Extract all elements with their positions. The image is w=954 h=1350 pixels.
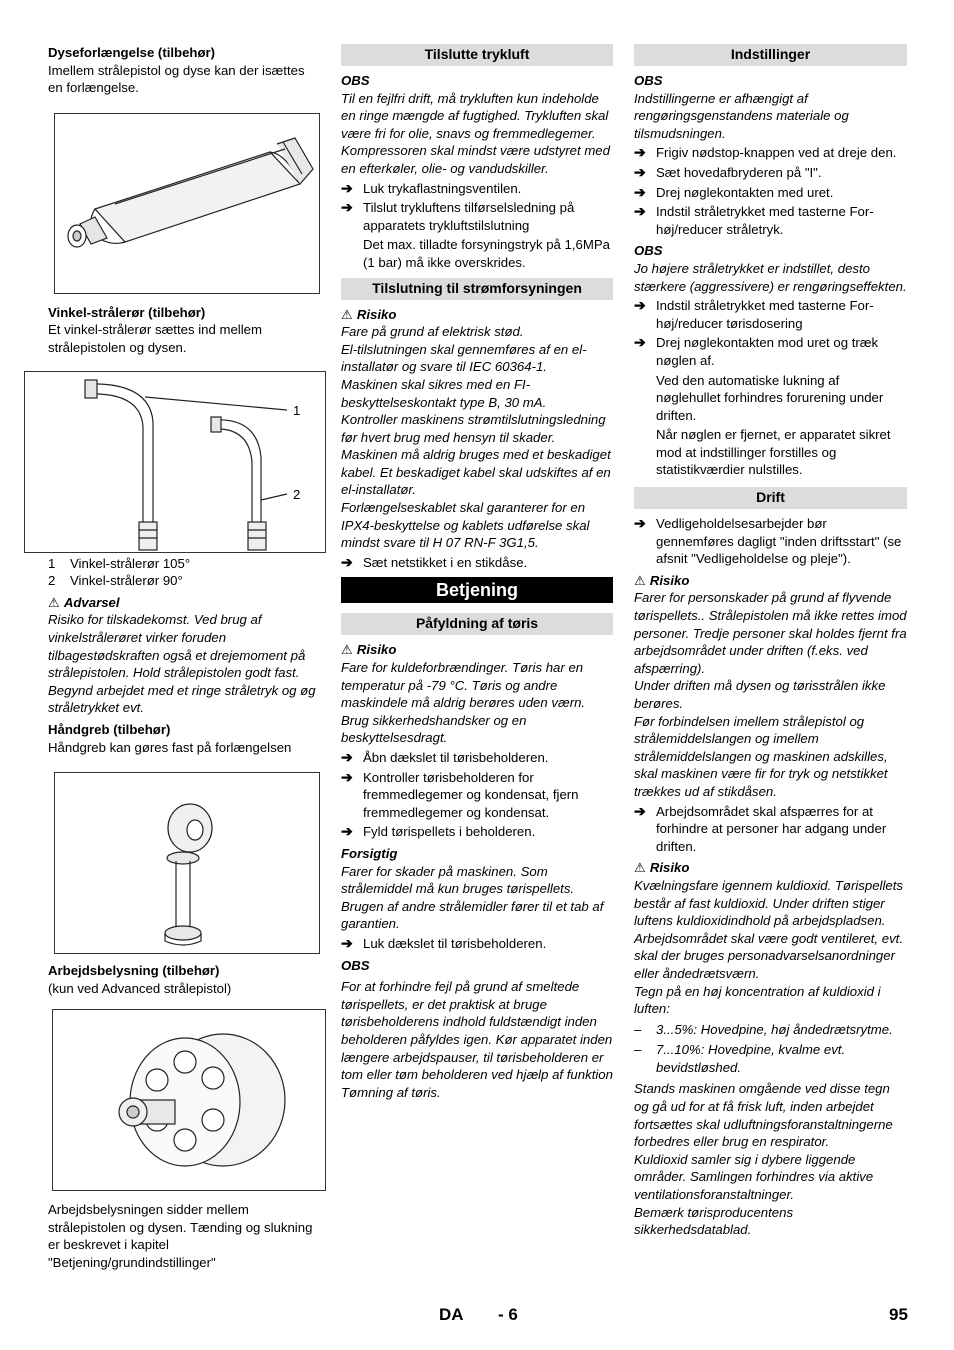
- heading-work-light: Arbejdsbelysning (tilbehør): [48, 963, 220, 979]
- fill-step: ➔ Luk dækslet til tørisbeholderen.: [341, 934, 547, 951]
- section-operation: Drift: [634, 487, 907, 509]
- fill-caution-text: Farer for skader på maskinen. Som strålemiddel må kun bruges tørispellets. Brugen af andre strålemidler fører til et tab af garantien.: [341, 863, 604, 932]
- risk-heading: ⚠ Risiko: [341, 642, 397, 658]
- text-handle: Håndgreb kan gøres fast på forlængelsen: [48, 739, 292, 755]
- settings-note-2: Jo højere stråletrykket er indstillet, desto stærkere (aggressivere) er rengøringseffekten.: [634, 260, 907, 294]
- arrow-icon: ➔: [634, 163, 646, 180]
- fill-step: ➔ Fyld tørispellets i beholderen.: [341, 823, 536, 840]
- dash-item: – 7...10%: Hovedpine, kvalme evt. bevidstløshed.: [634, 1042, 846, 1075]
- angle-tubes-illustration: [25, 372, 325, 552]
- arrow-icon: ➔: [341, 934, 353, 951]
- section-fill-dry-ice: Påfyldning af tøris: [341, 613, 613, 635]
- note-heading: OBS: [341, 957, 370, 973]
- dash-item: – 3...5%: Hovedpine, høj åndedrætsrytme.: [634, 1021, 893, 1037]
- settings-step: ➔ Indstil stråletrykket med tasterne For-høj/reducer stråletryk.: [634, 203, 874, 237]
- figure-work-light: [52, 1009, 326, 1191]
- figure-label-2: 2: [293, 486, 301, 502]
- fill-step: ➔ Åbn dækslet til tørisbeholderen.: [341, 749, 549, 765]
- heading-angle-tube: Vinkel-strålerør (tilbehør): [48, 304, 206, 320]
- note-heading: OBS: [634, 243, 663, 259]
- handle-illustration: [55, 773, 319, 953]
- drift-step: ➔ Vedligeholdelsesarbejder bør gennemføres dagligt "inden driftsstart" (se afsnit "Vedligeholdelse og pleje").: [634, 515, 902, 567]
- power-step: ➔ Sæt netstikket i en stikdåse.: [341, 553, 528, 570]
- warning-heading: ⚠ Advarsel: [48, 594, 120, 610]
- air-note-1: Til en fejlfri drift, må trykluften kun indeholde en ringe mængde af fugtighed. Trykluften skal være fri for olie, snavs og fremmedlegemer.: [341, 90, 609, 141]
- settings-step: ➔ Indstil stråletrykket med tasterne For-høj/reducer tørisdosering: [634, 297, 874, 331]
- warning-icon: ⚠: [341, 306, 353, 322]
- arrow-icon: ➔: [634, 802, 646, 819]
- figure-label-1: 1: [293, 402, 301, 418]
- arrow-icon: ➔: [341, 749, 353, 765]
- caution-heading: Forsigtig: [341, 845, 398, 861]
- drift-risk-text: Kuldioxid samler sig i dybere liggende områder. Samlingen forhindres via aktive ventilationsforanstaltninger.: [634, 1151, 874, 1203]
- arrow-icon: ➔: [634, 203, 646, 220]
- fill-note-text: For at forhindre fejl på grund af smeltede tørispellets, er det praktisk at bruge tørisbeholderens indhold fuldstændigt inden beholderen påfyldes igen. Kør apparatet inden længere arbejdspauser, til tørisbeholderen er tom eller tøm beholderen ved hjælp af funktion Tømning af tøris.: [341, 979, 613, 1100]
- power-risk-text: Maskinen skal sikres med en FI-beskyttelseskontakt type B, 30 mA.: [341, 376, 547, 410]
- arrow-icon: ➔: [634, 183, 646, 200]
- arrow-icon: ➔: [634, 144, 646, 161]
- settings-indent: Ved den automatiske lukning af nøglehullet forhindres forurening under driften.: [656, 372, 884, 423]
- footer-page-number: 95: [889, 1305, 908, 1324]
- note-heading: OBS: [341, 73, 370, 88]
- settings-step: ➔ Frigiv nødstop-knappen ved at dreje den.: [634, 144, 897, 161]
- text-nozzle-extension: Imellem strålepistol og dyse kan der isættes en forlængelse.: [48, 62, 305, 96]
- drift-risk-text: Under driften må dysen og tørisstrålen ikke berøres.: [634, 678, 886, 711]
- heading-nozzle-extension: Dyseforlængelse (tilbehør): [48, 45, 216, 60]
- power-risk-text: Forlængelseskablet skal garanterer for en IPX4-beskyttelse og kablets udførelse skal mindst svare til H 07 RN-F 3G1,5.: [341, 500, 590, 551]
- text-work-light-sub: (kun ved Advanced strålepistol): [48, 980, 232, 996]
- drift-step: ➔ Arbejdsområdet skal afspærres for at forhindre at personer har adgang under driften.: [634, 802, 887, 854]
- column-right: [634, 44, 907, 1239]
- legend-item: 1 Vinkel-strålerør 105°: [48, 555, 191, 571]
- power-risk-text: Fare på grund af elektrisk stød.: [341, 324, 524, 340]
- figure-handle: [54, 772, 320, 954]
- air-indent: Det max. tilladte forsyningstryk på 1,6MPa (1 bar) må ikke overskrides.: [363, 237, 611, 270]
- air-step: ➔ Luk trykaflastningsventilen.: [341, 179, 522, 196]
- warning-icon: ⚠: [634, 860, 646, 876]
- arrow-icon: ➔: [634, 297, 646, 314]
- section-power-supply: Tilslutning til strømforsyningen: [341, 278, 613, 300]
- fill-step: ➔ Kontroller tørisbeholderen for fremmedlegemer og kondensat, fjern fremmedlegemer og kondensat.: [341, 768, 579, 820]
- fill-risk-text: Fare for kuldeforbrændinger. Tøris har en temperatur på -79 °C. Tøris og andre maskindele må aldrig berøres uden værn. Brug sikkerhedshandsker og en beskyttelsesdragt.: [341, 660, 586, 746]
- arrow-icon: ➔: [341, 768, 353, 785]
- warning-icon: ⚠: [634, 572, 646, 588]
- settings-step: ➔ Sæt hovedafbryderen på "I".: [634, 163, 822, 180]
- risk-heading: ⚠ Risiko: [341, 306, 397, 322]
- settings-step: ➔ Drej nøglekontakten mod uret og træk nøglen af.: [634, 334, 879, 368]
- power-risk-text: El-tilslutningen skal gennemføres af en el-installatør og svare til IEC 60364-1.: [341, 341, 587, 375]
- drift-risk-text: Bemærk tørisproducentens sikkerhedsdatablad.: [634, 1204, 794, 1238]
- section-compressed-air: Tilslutte trykluft: [341, 44, 613, 66]
- warning-text: Risiko for tilskadekomst. Ved brug af vinkelstrålerøret virker foruden tilbagestødskraften også et drejemoment på strålepistolen. Hold strålepistolen godt fast. Begynd arbejdet med et ringe stråletryk og øg stråletrykket evt.: [48, 612, 316, 716]
- chapter-operation: Betjening: [341, 577, 613, 603]
- figure-angle-tubes: [24, 371, 326, 553]
- risk-heading: ⚠ Risiko: [634, 860, 690, 876]
- text-work-light: Arbejdsbelysningen sidder mellem strålepistolen og dysen. Tænding og slukning er beskrevet i kapitel "Betjening/grundindstillinger": [48, 1202, 313, 1271]
- text-angle-tube: Et vinkel-strålerør sættes ind mellem strålepistolen og dysen.: [48, 322, 262, 355]
- settings-indent: Når nøglen er fjernet, er apparatet sikret mod at indstillinger forstilles og statistikværdier nulstilles.: [656, 427, 891, 478]
- drift-risk-text: Tegn på en høj koncentration af kuldioxid i luften:: [634, 983, 881, 1017]
- arrow-icon: ➔: [341, 199, 353, 216]
- settings-note-1: Indstillingerne er afhængigt af rengøringsgenstandens materiale og tilsmudsningen.: [634, 90, 849, 141]
- settings-step: ➔ Drej nøglekontakten med uret.: [634, 183, 834, 200]
- arrow-icon: ➔: [634, 515, 646, 532]
- note-heading: OBS: [634, 73, 663, 88]
- warning-icon: ⚠: [48, 594, 60, 610]
- figure-nozzle-extension: [54, 113, 320, 294]
- warning-icon: ⚠: [341, 642, 353, 658]
- heading-handle: Håndgreb (tilbehør): [48, 721, 171, 737]
- drift-risk-text: Farer for personskader på grund af flyvende tørispellets.. Strålepistolen må ikke rettes imod personer. Tredje personer skal holdes fjernt fra arbejdsområdet under driften (f.eks. ved afspærring).: [634, 590, 907, 676]
- power-risk-text: Kontroller maskinens strømtilslutningsledning før hvert brug med hensyn til skader. Maskinen må aldrig bruges med et beskadiget kabel. Et beskadiget kabel skal udskiftes af en el-installatør.: [341, 412, 611, 498]
- air-note-2: Kompressoren skal mindst være udstyret med en efterkøler, olie- og vandudskiller.: [341, 143, 610, 176]
- drift-risk-text: Stands maskinen omgående ved disse tegn og gå ud for at få frisk luft, inden arbejdet fortsættes skal udluftningsforanstaltningerne forbedres eller brug en respirator.: [634, 1081, 893, 1150]
- extension-illustration: [55, 114, 319, 293]
- column-middle: [341, 44, 613, 1101]
- section-settings: Indstillinger: [634, 44, 907, 66]
- footer-local-page: - 6: [498, 1305, 518, 1324]
- work-light-illustration: [53, 1010, 325, 1190]
- arrow-icon: ➔: [341, 553, 353, 570]
- arrow-icon: ➔: [634, 334, 646, 351]
- drift-risk-text: Før forbindelsen imellem strålepistol og strålemiddelslangen og imellem strålemiddelslangen og maskinen adskilles, skal maskinen være fir for tryk og netstikket trækkes ud af stikdåsen.: [634, 713, 888, 799]
- figure-legend: [48, 555, 320, 590]
- arrow-icon: ➔: [341, 179, 353, 196]
- risk-heading: ⚠ Risiko: [634, 572, 690, 588]
- arrow-icon: ➔: [341, 823, 353, 840]
- legend-item: 2 Vinkel-strålerør 90°: [48, 573, 183, 589]
- footer-language: DA: [439, 1305, 464, 1324]
- air-step: ➔ Tilslut trykluftens tilførselsledning på apparatets trykluftstilslutning: [341, 199, 575, 233]
- drift-risk-text: Kvælningsfare igennem kuldioxid. Tørispellets består af fast kuldioxid. Under driften stiger luftens kuldioxidindhold på arbejdspladsen. Arbejdsområdet skal være godt ventileret, evt. skal der bruges personadvarselsanordninger eller åndedrætsværn.: [634, 877, 904, 981]
- column-left: [48, 44, 320, 1272]
